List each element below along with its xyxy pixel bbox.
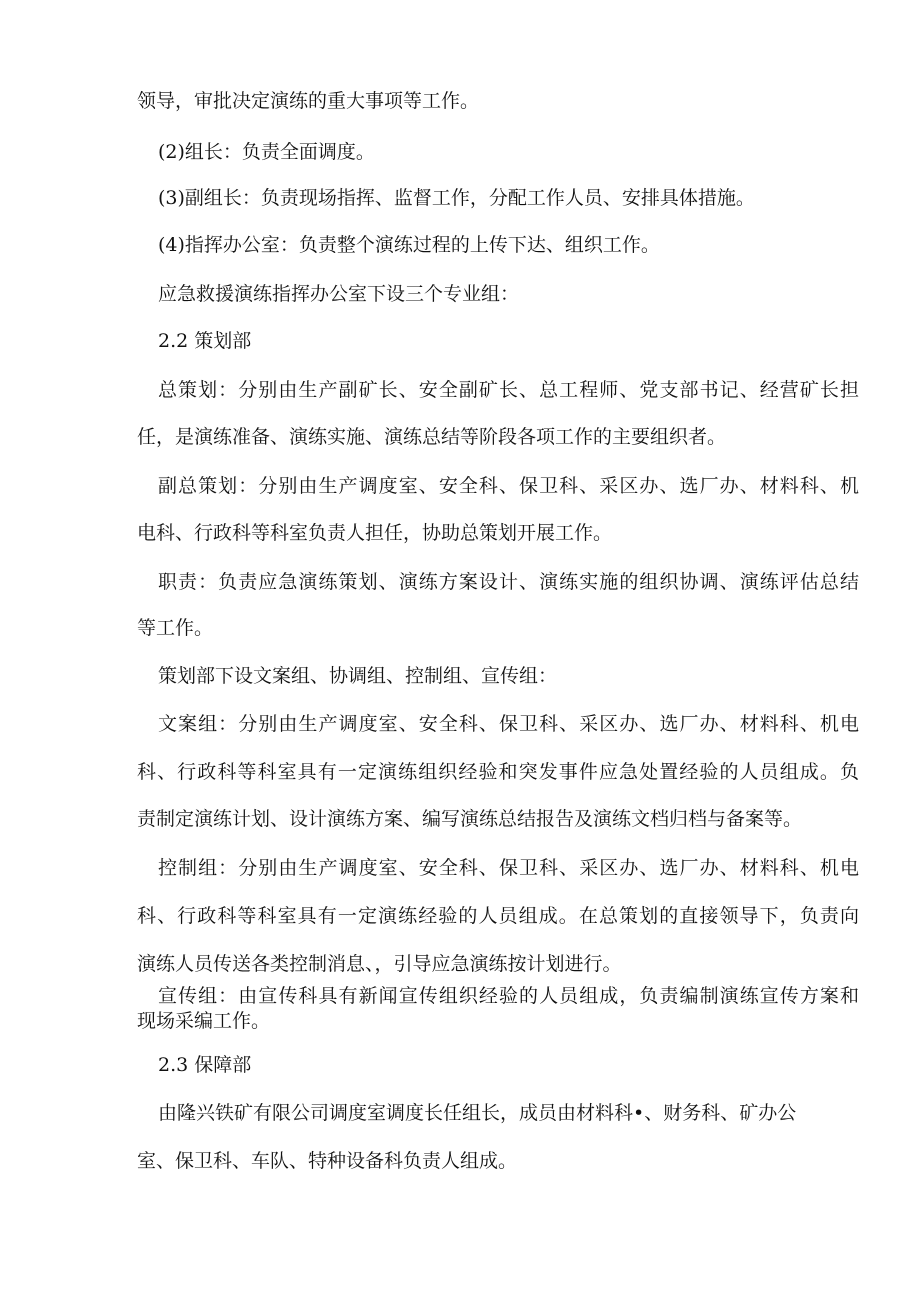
text-line-20: 宣传组：由宣传科具有新闻宣传组织经验的人员组成，负责编制演练宣传方案和 xyxy=(158,985,859,1007)
text-line-13: 策划部下设文案组、协调组、控制组、宣传组： xyxy=(158,665,558,687)
text-line-18: 科、行政科等科室具有一定演练经验的人员组成。在总策划的直接领导下，负责向 xyxy=(137,905,859,927)
text-line-5: 应急救援演练指挥办公室下设三个专业组： xyxy=(158,283,520,305)
text-line-15: 科、行政科等科室具有一定演练组织经验和突发事件应急处置经验的人员组成。负 xyxy=(137,761,859,783)
text-line-2: (2)组长：负责全面调度。 xyxy=(158,141,375,163)
section-heading-2-2: 2.2 策划部 xyxy=(158,330,252,352)
text-line-8: 任，是演练准备、演练实施、演练总结等阶段各项工作的主要组织者。 xyxy=(137,426,727,448)
text-line-12: 等工作。 xyxy=(137,617,214,639)
text-line-17: 控制组：分别由生产调度室、安全科、保卫科、采区办、选厂办、材料科、机电 xyxy=(158,857,859,879)
text-line-3: (3)副组长：负责现场指挥、监督工作，分配工作人员、安排具体措施。 xyxy=(158,187,755,209)
section-heading-2-3: 2.3 保障部 xyxy=(158,1054,252,1076)
text-line-21: 现场采编工作。 xyxy=(137,1010,271,1032)
text-line-9: 副总策划：分别由生产调度室、安全科、保卫科、采区办、选厂办、材料科、机 xyxy=(158,475,859,497)
text-line-10: 电科、行政科等科室负责人担任，协助总策划开展工作。 xyxy=(137,522,613,544)
text-line-14: 文案组：分别由生产调度室、安全科、保卫科、采区办、选厂办、材料科、机电 xyxy=(158,713,859,735)
text-line-7: 总策划：分别由生产副矿长、安全副矿长、总工程师、党支部书记、经营矿长担 xyxy=(158,379,859,401)
text-line-23: 由隆兴铁矿有限公司调度室调度长任组长，成员由材料科•、财务科、矿办公 xyxy=(158,1102,797,1124)
text-line-16: 责制定演练计划、设计演练方案、编写演练总结报告及演练文档归档与备案等。 xyxy=(137,808,803,830)
text-line-24: 室、保卫科、车队、特种设备科负责人组成。 xyxy=(137,1150,518,1172)
text-line-4: (4)指挥办公室：负责整个演练过程的上传下达、组织工作。 xyxy=(158,234,660,256)
text-line-1: 领导，审批决定演练的重大事项等工作。 xyxy=(137,90,480,112)
text-line-11: 职责：负责应急演练策划、演练方案设计、演练实施的组织协调、演练评估总结 xyxy=(158,571,859,593)
text-line-19: 演练人员传送各类控制消息、，引导应急演练按计划进行。 xyxy=(137,953,622,975)
